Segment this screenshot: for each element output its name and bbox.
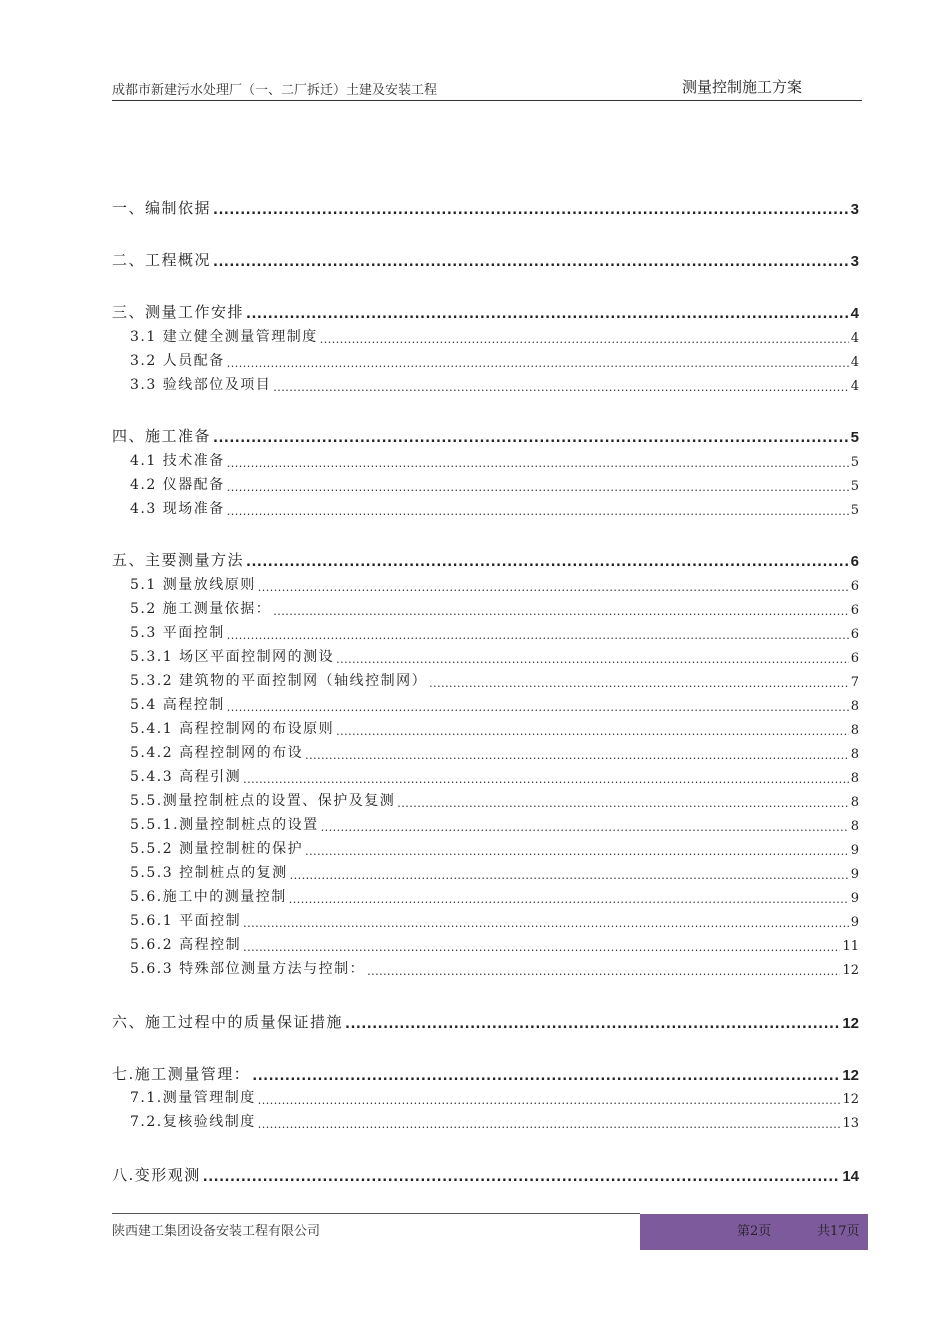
toc-dot-leader xyxy=(258,1094,841,1107)
toc-dot-leader xyxy=(213,255,849,270)
toc-subentry[interactable] xyxy=(112,475,859,494)
toc-subentry[interactable] xyxy=(112,743,859,762)
toc-subentry[interactable] xyxy=(112,451,859,470)
toc-subentry[interactable] xyxy=(112,791,859,810)
toc-entry-title: 四、施工准备 xyxy=(112,427,212,445)
toc-entry-title: 5.3 平面控制 xyxy=(130,625,225,641)
toc-subentry[interactable] xyxy=(112,599,859,618)
toc-entry-title: 3.2 人员配备 xyxy=(130,353,225,369)
toc-subentry[interactable] xyxy=(112,647,859,666)
toc-dot-leader xyxy=(227,629,849,642)
toc-dot-leader xyxy=(243,917,849,930)
header-document-title: 测量控制施工方案 xyxy=(681,78,802,96)
toc-entry-title: 5.6.1 平面控制 xyxy=(130,913,242,929)
footer-total-pages: 共17页 xyxy=(817,1224,860,1239)
toc-subentry[interactable] xyxy=(112,1112,859,1131)
toc-dot-leader xyxy=(227,457,849,470)
toc-entry-page: 4 xyxy=(850,379,859,394)
toc-entry-page: 11 xyxy=(842,939,859,954)
toc-entry-page: 7 xyxy=(850,675,859,690)
toc-subentry[interactable] xyxy=(112,887,859,906)
toc-dot-leader xyxy=(397,797,849,810)
toc-dot-leader xyxy=(345,1017,840,1032)
toc-dot-leader xyxy=(336,725,849,738)
toc-dot-leader xyxy=(305,749,849,762)
toc-dot-leader xyxy=(321,821,849,834)
toc-entry-page: 8 xyxy=(850,795,859,810)
toc-entry-page: 6 xyxy=(850,603,859,618)
toc-entry-page: 4 xyxy=(850,305,859,322)
footer-page-box xyxy=(640,1214,868,1250)
toc-dot-leader xyxy=(203,1170,841,1185)
toc-entry-page: 9 xyxy=(850,915,859,930)
toc-entry-title: 5.6.2 高程控制 xyxy=(130,937,242,953)
toc-subentry[interactable] xyxy=(112,623,859,642)
toc-entry-title: 一、编制依据 xyxy=(112,199,212,217)
toc-entry-title: 4.1 技术准备 xyxy=(130,453,225,469)
toc-entry-page: 9 xyxy=(850,891,859,906)
toc-entry-title: 5.6.施工中的测量控制 xyxy=(130,889,287,905)
toc-entry-title: 5.4.3 高程引测 xyxy=(130,769,242,785)
toc-dot-leader xyxy=(246,307,849,322)
toc-entry[interactable] xyxy=(112,1165,859,1185)
toc-entry-title: 5.5.2 测量控制桩的保护 xyxy=(130,841,304,857)
toc-subentry[interactable] xyxy=(112,499,859,518)
toc-entry-page: 12 xyxy=(842,963,859,978)
toc-entry-title: 5.1 测量放线原则 xyxy=(130,577,256,593)
toc-entry-page: 8 xyxy=(850,819,859,834)
toc-entry-page: 5 xyxy=(850,455,859,470)
toc-dot-leader xyxy=(227,481,849,494)
toc-dot-leader xyxy=(336,653,849,666)
toc-dot-leader xyxy=(290,869,849,882)
toc-subentry[interactable] xyxy=(112,695,859,714)
toc-subentry[interactable] xyxy=(112,351,859,370)
toc-subentry[interactable] xyxy=(112,719,859,738)
toc-subentry[interactable] xyxy=(112,575,859,594)
toc-entry-page: 4 xyxy=(850,331,859,346)
toc-entry-page: 14 xyxy=(842,1168,859,1185)
toc-entry-title: 5.5.1.测量控制桩点的设置 xyxy=(130,817,319,833)
toc-entry-title: 5.4.1 高程控制网的布设原则 xyxy=(130,721,335,737)
toc-entry-page: 12 xyxy=(842,1092,859,1107)
toc-subentry[interactable] xyxy=(112,1088,859,1107)
toc-entry-title: 六、施工过程中的质量保证措施 xyxy=(112,1013,344,1031)
toc-entry-title: 5.2 施工测量依据： xyxy=(130,601,272,617)
toc-entry[interactable] xyxy=(112,426,859,446)
toc-entry-page: 5 xyxy=(850,479,859,494)
toc-dot-leader xyxy=(243,941,840,954)
toc-entry-title: 5.5.测量控制桩点的设置、保护及复测 xyxy=(130,793,396,809)
toc-dot-leader xyxy=(305,845,849,858)
toc-entry-title: 3.1 建立健全测量管理制度 xyxy=(130,329,318,345)
toc-subentry[interactable] xyxy=(112,935,859,954)
footer-company-name: 陕西建工集团设备安装工程有限公司 xyxy=(112,1224,321,1239)
toc-entry[interactable] xyxy=(112,198,859,218)
toc-entry-title: 七.施工测量管理： xyxy=(112,1065,251,1083)
toc-entry-page: 6 xyxy=(850,579,859,594)
footer-divider xyxy=(112,1213,640,1214)
toc-dot-leader xyxy=(273,605,849,618)
toc-entry[interactable] xyxy=(112,550,859,570)
toc-entry-page: 13 xyxy=(842,1116,859,1131)
toc-entry-title: 五、主要测量方法 xyxy=(112,551,245,569)
toc-entry-page: 8 xyxy=(850,699,859,714)
toc-entry[interactable] xyxy=(112,1012,859,1032)
toc-entry-title: 二、工程概况 xyxy=(112,251,212,269)
toc-entry-title: 三、测量工作安排 xyxy=(112,303,245,321)
toc-entry-page: 3 xyxy=(850,201,859,218)
toc-entry-title: 5.6.3 特殊部位测量方法与控制： xyxy=(130,961,366,977)
toc-subentry[interactable] xyxy=(112,375,859,394)
toc-entry-title: 八.变形观测 xyxy=(112,1166,201,1184)
toc-dot-leader xyxy=(258,581,849,594)
toc-entry-page: 8 xyxy=(850,747,859,762)
toc-dot-leader xyxy=(246,555,849,570)
toc-dot-leader xyxy=(227,701,849,714)
toc-entry[interactable] xyxy=(112,1064,859,1084)
toc-dot-leader xyxy=(227,505,849,518)
toc-subentry[interactable] xyxy=(112,863,859,882)
toc-subentry[interactable] xyxy=(112,959,859,978)
toc-entry-title: 5.3.2 建筑物的平面控制网（轴线控制网） xyxy=(130,673,428,689)
toc-entry-title: 5.3.1 场区平面控制网的测设 xyxy=(130,649,335,665)
toc-dot-leader xyxy=(429,677,849,690)
toc-entry-title: 5.4.2 高程控制网的布设 xyxy=(130,745,304,761)
toc-entry-title: 4.3 现场准备 xyxy=(130,501,225,517)
toc-entry-page: 6 xyxy=(850,651,859,666)
toc-entry-page: 6 xyxy=(850,627,859,642)
toc-dot-leader xyxy=(243,773,849,786)
toc-dot-leader xyxy=(227,357,849,370)
header-project-name: 成都市新建污水处理厂（一、二厂拆迁）土建及安装工程 xyxy=(112,83,438,98)
toc-dot-leader xyxy=(273,381,849,394)
toc-dot-leader xyxy=(320,333,849,346)
toc-entry-page: 4 xyxy=(850,355,859,370)
toc-dot-leader xyxy=(367,965,840,978)
toc-subentry[interactable] xyxy=(112,911,859,930)
toc-entry-title: 5.4 高程控制 xyxy=(130,697,225,713)
toc-entry[interactable] xyxy=(112,250,859,270)
toc-subentry[interactable] xyxy=(112,327,859,346)
toc-entry-page: 3 xyxy=(850,253,859,270)
toc-entry-page: 12 xyxy=(842,1067,859,1084)
toc-subentry[interactable] xyxy=(112,767,859,786)
toc-entry-title: 7.1.测量管理制度 xyxy=(130,1090,256,1106)
toc-entry-page: 8 xyxy=(850,723,859,738)
toc-dot-leader xyxy=(258,1118,841,1131)
toc-entry-page: 9 xyxy=(850,867,859,882)
toc-dot-leader xyxy=(289,893,849,906)
toc-entry[interactable] xyxy=(112,302,859,322)
toc-entry-page: 9 xyxy=(850,843,859,858)
toc-dot-leader xyxy=(252,1069,840,1084)
toc-entry-page: 8 xyxy=(850,771,859,786)
toc-entry-page: 5 xyxy=(850,503,859,518)
toc-subentry[interactable] xyxy=(112,671,859,690)
toc-entry-page: 5 xyxy=(850,429,859,446)
toc-entry-page: 12 xyxy=(842,1015,859,1032)
toc-entry-title: 4.2 仪器配备 xyxy=(130,477,225,493)
toc-subentry[interactable] xyxy=(112,839,859,858)
toc-entry-page: 6 xyxy=(850,553,859,570)
toc-entry-title: 5.5.3 控制桩点的复测 xyxy=(130,865,288,881)
toc-subentry[interactable] xyxy=(112,815,859,834)
toc-entry-title: 7.2.复核验线制度 xyxy=(130,1114,256,1130)
toc-entry-title: 3.3 验线部位及项目 xyxy=(130,377,272,393)
toc-dot-leader xyxy=(213,431,849,446)
page-header xyxy=(112,76,862,101)
toc-dot-leader xyxy=(213,203,849,218)
footer-page-number: 第2页 xyxy=(737,1224,772,1239)
